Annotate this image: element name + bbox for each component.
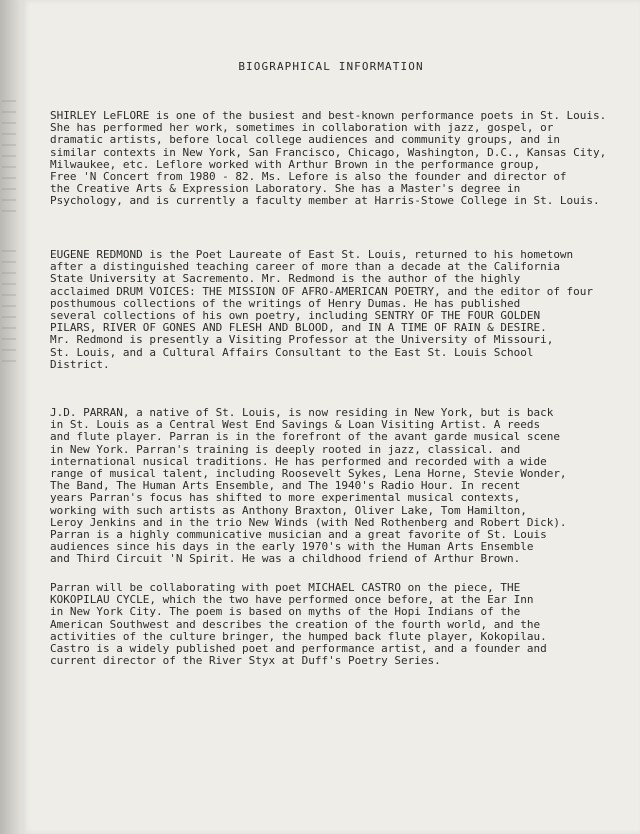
bleed-through-marks bbox=[2, 100, 16, 220]
text-line: and flute player. Parran is in the forefront of the avant garde musical scene bbox=[50, 430, 560, 444]
text-line: acclaimed DRUM VOICES: THE MISSION OF AFRO-AMERICAN POETRY, and the editor of four bbox=[50, 284, 594, 298]
text-line: State University at Sacremento. Mr. Redmond is the author of the highly bbox=[50, 272, 521, 286]
text-line: international nusical traditions. He has performed and recorded with a wide bbox=[50, 454, 547, 468]
text-line: Free 'N Concert from 1980 - 82. Ms. Lefore is also the founder and director of bbox=[50, 170, 567, 184]
bio-shirley-leflore bbox=[50, 110, 610, 208]
text-line: the Creative Arts & Expression Laboratory. She has a Master's degree in bbox=[50, 182, 521, 196]
text-line: She has performed her work, sometimes in collaboration with jazz, gospel, or bbox=[50, 121, 554, 135]
text-line: range of musical talent, including Roosevelt Sykes, Lena Horne, Stevie Wonder, bbox=[50, 467, 567, 481]
text-line: current director of the River Styx at Duff's Poetry Series. bbox=[50, 654, 441, 668]
text-line: PILARS, RIVER OF GONES AND FLESH AND BLOOD, and IN A TIME OF RAIN & DESIRE. bbox=[50, 321, 547, 335]
text-line: Mr. Redmond is presently a Visiting Professor at the University of Missouri, bbox=[50, 333, 554, 347]
bio-eugene-redmond bbox=[50, 249, 610, 371]
text-line: St. Louis, and a Cultural Affairs Consultant to the East St. Louis School bbox=[50, 345, 534, 359]
text-line: American Southwest and describes the creation of the fourth world, and the bbox=[50, 617, 541, 631]
text-line: several collections of his own poetry, including SENTRY OF THE FOUR GOLDEN bbox=[50, 309, 541, 323]
text-line: working with such artists as Anthony Braxton, Oliver Lake, Tom Hamilton, bbox=[50, 503, 527, 517]
text-line: posthumous collections of the writings of Henry Dumas. He has published bbox=[50, 296, 521, 310]
bio-jd-parran bbox=[50, 407, 610, 566]
text-line: in New York. Parran's training is deeply rooted in jazz, classical. and bbox=[50, 442, 521, 456]
text-line: SHIRLEY LeFLORE is one of the busiest and best-known performance poets in St. Louis. bbox=[50, 109, 607, 122]
text-line: Parran will be collaborating with poet MICHAEL CASTRO on the piece, THE bbox=[50, 581, 521, 594]
text-line: similar contexts in New York, San Francisco, Chicago, Washington, D.C., Kansas City, bbox=[50, 145, 607, 159]
text-line: in New York City. The poem is based on myths of the Hopi Indians of the bbox=[50, 605, 521, 619]
text-line: District. bbox=[50, 357, 110, 371]
text-line: audiences since his days in the early 1970's with the Human Arts Ensemble bbox=[50, 540, 534, 554]
document-page bbox=[22, 0, 640, 834]
text-line: EUGENE REDMOND is the Poet Laureate of East St. Louis, returned to his hometown bbox=[50, 248, 574, 261]
text-line: in St. Louis as a Central West End Savings & Loan Visiting Artist. A reeds bbox=[50, 418, 541, 432]
text-line: Parran is a highly communicative musician and a great favorite of St. Louis bbox=[50, 528, 547, 542]
text-line: activities of the culture bringer, the humped back flute player, Kokopilau. bbox=[50, 629, 547, 643]
scan-edge bbox=[0, 0, 22, 834]
text-line: KOKOPILAU CYCLE, which the two have performed once before, at the Ear Inn bbox=[50, 593, 534, 607]
text-line: J.D. PARRAN, a native of St. Louis, is now residing in New York, but is back bbox=[50, 406, 554, 419]
text-line: and Third Circuit 'N Spirit. He was a childhood friend of Arthur Brown. bbox=[50, 552, 521, 566]
text-line: dramatic artists, before local college audiences and community groups, and in bbox=[50, 133, 560, 147]
text-line: years Parran's focus has shifted to more experimental musical contexts, bbox=[50, 491, 521, 505]
bleed-through-marks bbox=[2, 250, 16, 370]
text-line: The Band, The Human Arts Ensemble, and The 1940's Radio Hour. In recent bbox=[50, 479, 521, 493]
text-line: Castro is a widely published poet and performance artist, and a founder and bbox=[50, 642, 547, 656]
text-line: Psychology, and is currently a faculty member at Harris-Stowe College in St. Louis. bbox=[50, 194, 600, 208]
page-heading: BIOGRAPHICAL INFORMATION bbox=[238, 60, 424, 73]
text-line: Leroy Jenkins and in the trio New Winds (with Ned Rothenberg and Robert Dick). bbox=[50, 515, 567, 529]
text-line: after a distinguished teaching career of more than a decade at the California bbox=[50, 260, 560, 274]
bio-michael-castro bbox=[50, 582, 610, 667]
text-line: Milwaukee, etc. Leflore worked with Arthur Brown in the performance group, bbox=[50, 157, 541, 171]
